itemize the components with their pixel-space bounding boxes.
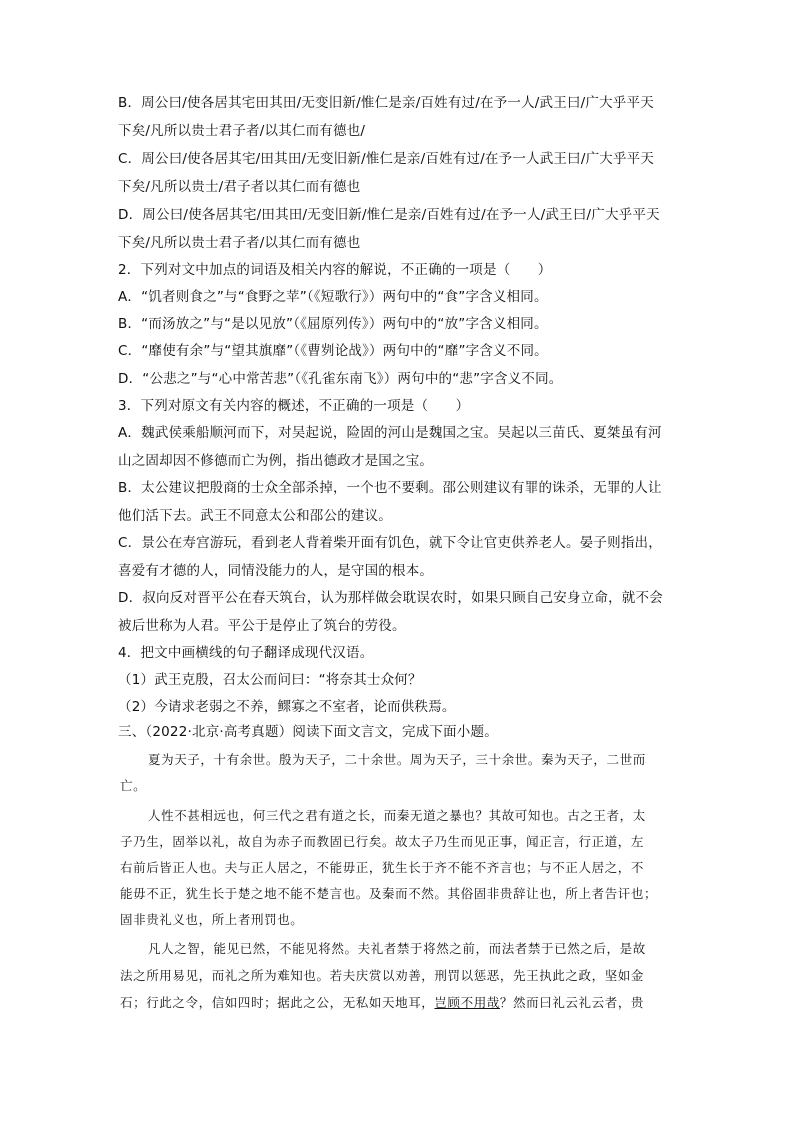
q3-option-a-line1: A．魏武侯乘船顺河而下，对吴起说，险固的河山是魏国之宝。吴起以三苗氏、夏桀虽有河 xyxy=(118,425,662,441)
q4-stem: 4．把文中画横线的句子翻译成现代汉语。 xyxy=(118,645,374,661)
passage-p2-line1: 人性不甚相远也，何三代之君有道之长，而秦无道之暴也？其故可知也。古之王者，太 xyxy=(148,808,646,823)
q3-option-d-line2: 被后世称为人君。平公于是停止了筑台的劳役。 xyxy=(118,618,406,634)
q2-option-d: D．“公悲之”与“心中常苦悲”（《孔雀东南飞》）两句中的“悲”字含义不同。 xyxy=(118,371,563,387)
passage-p1-line2: 亡。 xyxy=(120,778,147,793)
q1-option-b-line1: B．周公曰/使各居其宅田其田/无变旧新/惟仁是亲/百姓有过/在予一人/武王曰/广大乎平天 xyxy=(118,95,654,111)
q1-option-d-line1: D．周公曰/使各居其宅/田其田/无变旧新/惟仁是亲/百姓有过/在予一人/武王曰/广大乎平天 xyxy=(118,207,660,223)
q4-item-1: （1）武王克殷，召太公而问曰：“将奈其士众何？ xyxy=(118,672,422,688)
passage-text: ？然而曰礼云礼云者，贵 xyxy=(499,995,645,1010)
passage-p2-line3: 右前后皆正人也。夫与正人居之，不能毋正，犹生长于齐不能不齐言也；与不正人居之，不 xyxy=(120,860,645,875)
q3-option-b-line2: 他们活下去。武王不同意太公和邵公的建议。 xyxy=(118,508,392,524)
passage-p3-line1: 凡人之智，能见已然，不能见将然。夫礼者禁于将然之前，而法者禁于已然之后，是故 xyxy=(148,941,646,956)
q1-option-b-line2: 下矣/凡所以贵士君子者/以其仁而有德也/ xyxy=(118,123,366,139)
q2-option-c: C．“靡使有余”与“望其旗靡”（《曹刿论战》）两句中的“靡”字含义不同。 xyxy=(118,343,548,359)
passage-p2-line2: 子乃生，固举以礼，故自为赤子而教固已行矣。故太子乃生而见正事，闻正言，行正道，左 xyxy=(120,834,645,849)
passage-text: 石；行此之令，信如四时；据此之公，无私如天地耳， xyxy=(120,995,435,1010)
q3-stem: 3．下列对原文有关内容的概述，不正确的一项是（ ） xyxy=(118,398,470,414)
q3-option-a-line2: 山之固却因不修德而亡为例，指出德政才是国之宝。 xyxy=(118,453,434,469)
q1-option-c-line2: 下矣/凡所以贵士/君子者以其仁而有德也 xyxy=(118,179,361,195)
q3-option-c-line2: 喜爱有才德的人，同情没能力的人，是守国的根本。 xyxy=(118,563,434,579)
passage-p2-line5: 固非贵礼义也，所上者刑罚也。 xyxy=(120,912,304,927)
q4-item-2: （2）今请求老弱之不养，鳏寡之不室者，论而供秩焉。 xyxy=(118,699,456,715)
q3-option-d-line1: D．叔向反对晋平公在春天筑台，认为那样做会耽误农时，如果只顾自己安身立命，就不会 xyxy=(118,590,663,606)
passage-p3-line2: 法之所用易见，而礼之所为难知也。若夫庆赏以劝善，刑罚以惩恶，先王执此之政，坚如金 xyxy=(120,968,645,983)
passage-p2-line4: 能毋不正，犹生长于楚之地不能不楚言也。及秦而不然。其俗固非贵辞让也，所上者告讦也； xyxy=(120,886,658,901)
passage-p3-line3 xyxy=(120,993,644,1013)
q3-option-c-line1: C．景公在寿宫游玩，看到老人背着柴开面有饥色，就下令让官吏供养老人。晏子则指出， xyxy=(118,535,662,551)
q2-option-b: B．“而汤放之”与“是以见放”（《屈原列传》）两句中的“放”字含义相同。 xyxy=(118,316,548,332)
q3-option-b-line1: B．太公建议把殷商的士众全部杀掉，一个也不要剩。邵公则建议有罪的诛杀，无罪的人让 xyxy=(118,480,662,496)
passage-p1-line1: 夏为天子，十有余世。殷为天子，二十余世。周为天子，三十余世。秦为天子，二世而 xyxy=(148,752,646,767)
q1-option-c-line1: C．周公曰/使各居其宅/田其田/无变旧新/惟仁是亲/百姓有过/在予一人武王曰/广大乎平天 xyxy=(118,151,655,167)
q1-option-d-line2: 下矣/凡所以贵士君子者/以其仁而有德也 xyxy=(118,235,361,251)
underlined-sentence: 岂顾不用哉 xyxy=(434,995,500,1010)
q2-stem: 2．下列对文中加点的词语及相关内容的解说，不正确的一项是（ ） xyxy=(118,262,552,278)
q2-option-a: A．“饥者则食之”与“食野之苹”（《短歌行》）两句中的“食”字含义相同。 xyxy=(118,289,548,305)
section-3-heading: 三、（2022·北京·高考真题）阅读下面文言文，完成下面小题。 xyxy=(118,724,498,740)
